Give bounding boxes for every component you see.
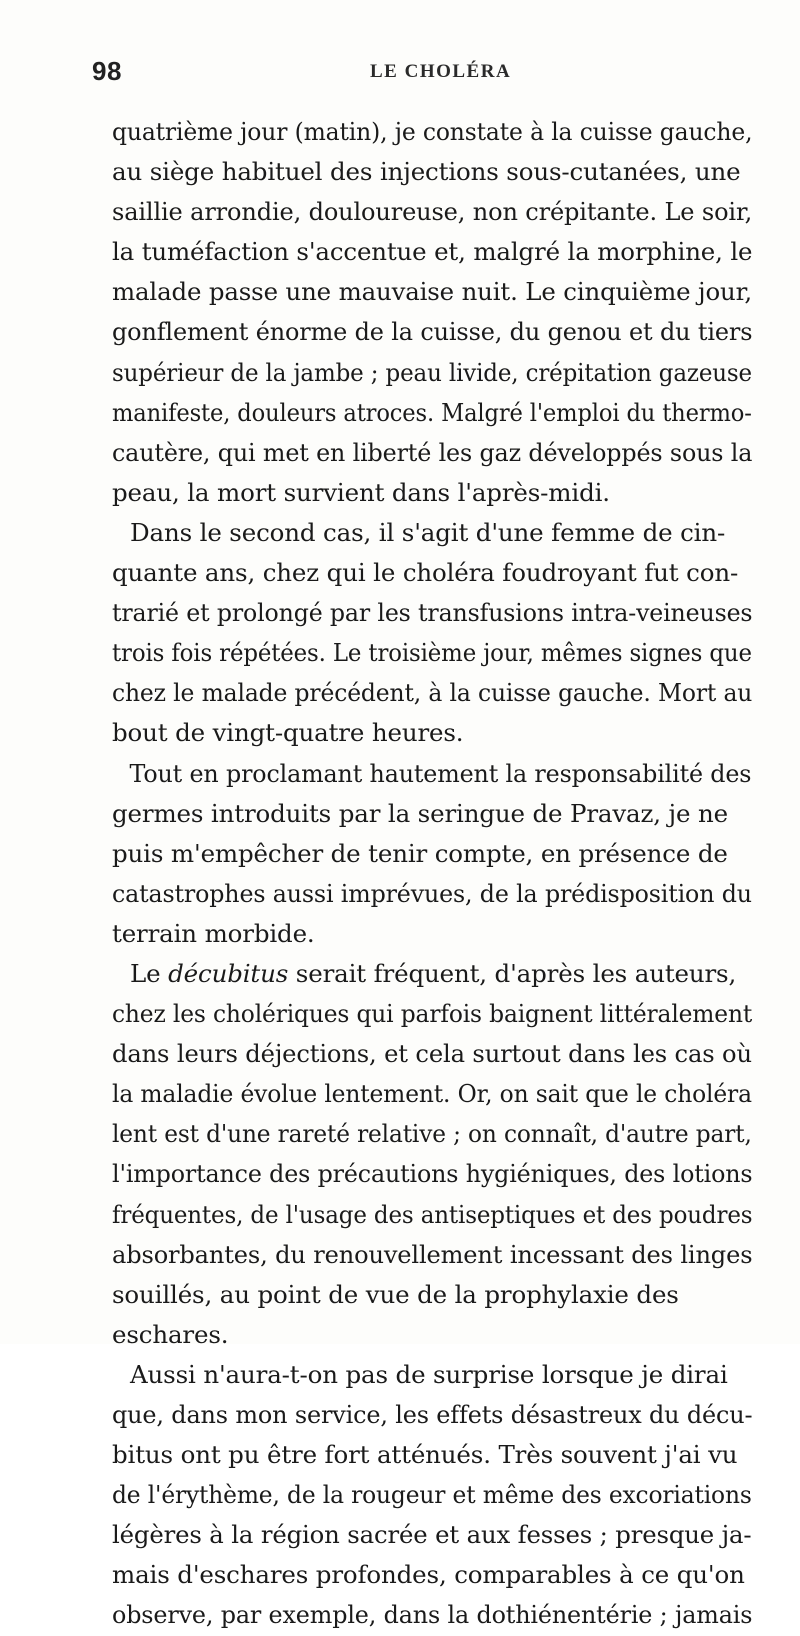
text-line: eschares. xyxy=(112,1319,229,1349)
text-line: la tuméfaction s'accentue et, malgré la morphine, le xyxy=(112,237,753,267)
running-title: LE CHOLÉRA xyxy=(370,61,512,82)
text-line: bout de vingt-quatre heures. xyxy=(112,718,464,748)
text-line: dans leurs déjections, et cela surtout dans les cas où xyxy=(112,1039,752,1069)
text-line: bitus ont pu être fort atténués. Très souvent j'ai vu xyxy=(112,1440,738,1470)
text-line: germes introduits par la seringue de Pravaz, je ne xyxy=(112,798,728,828)
text-line: observe, par exemple, dans la dothiénentérie ; jamais xyxy=(112,1600,753,1630)
text-line: catastrophes aussi imprévues, de la prédisposition du xyxy=(112,878,752,908)
body-text xyxy=(112,112,752,1636)
page-header xyxy=(0,56,800,96)
text-line: légères à la région sacrée et aux fesses ; presque ja- xyxy=(112,1520,752,1550)
text-line: de l'érythème, de la rougeur et même des excoriations xyxy=(112,1480,752,1510)
page-number: 98 xyxy=(92,56,122,86)
text-line: trarié et prolongé par les transfusions intra-veineuses xyxy=(112,598,753,628)
text-line: souillés, au point de vue de la prophylaxie des xyxy=(112,1279,679,1309)
text-line: lent est d'une rareté relative ; on connaît, d'autre part, xyxy=(112,1119,752,1149)
text-line: Aussi n'aura-t-on pas de surprise lorsque je dirai xyxy=(130,1359,728,1389)
text-line: la maladie évolue lentement. Or, on sait que le choléra xyxy=(112,1079,752,1109)
text-line: supérieur de la jambe ; peau livide, crépitation gazeuse xyxy=(112,357,753,387)
text-line: gonflement énorme de la cuisse, du genou et du tiers xyxy=(112,317,753,347)
text-line: absorbantes, du renouvellement incessant des linges xyxy=(112,1239,753,1269)
text-line: au siège habituel des injections sous-cutanées, une xyxy=(112,157,741,187)
text-line: cautère, qui met en liberté les gaz développés sous la xyxy=(112,437,753,467)
text-line: trois fois répétées. Le troisième jour, mêmes signes que xyxy=(112,638,752,668)
text-line: quatrième jour (matin), je constate à la cuisse gauche, xyxy=(112,117,753,146)
text-line: fréquentes, de l'usage des antiseptiques et des poudres xyxy=(112,1199,753,1229)
text-line: chez le malade précédent, à la cuisse gauche. Mort au xyxy=(112,678,753,708)
text-line: Le décubitus serait fréquent, d'après les auteurs, xyxy=(130,958,737,988)
text-line: saillie arrondie, douloureuse, non crépitante. Le soir, xyxy=(112,197,753,227)
text-line: Dans le second cas, il s'agit d'une femme de cin- xyxy=(130,517,726,547)
text-line: peau, la mort survient dans l'après-midi. xyxy=(112,477,610,507)
text-line: quante ans, chez qui le choléra foudroyant fut con- xyxy=(112,558,739,588)
text-line: terrain morbide. xyxy=(112,918,315,948)
italic-term: décubitus xyxy=(168,958,289,988)
text-line: puis m'empêcher de tenir compte, en présence de xyxy=(112,838,728,868)
text-line: malade passe une mauvaise nuit. Le cinquième jour, xyxy=(112,277,753,307)
text-line: Tout en proclamant hautement la responsabilité des xyxy=(129,758,752,788)
text-line: que, dans mon service, les effets désastreux du décu- xyxy=(112,1400,753,1429)
text-line: chez les cholériques qui parfois baignent littéralement xyxy=(112,999,753,1029)
text-line: l'importance des précautions hygiéniques, des lotions xyxy=(112,1159,753,1189)
text-line: mais d'eschares profondes, comparables à ce qu'on xyxy=(112,1560,745,1590)
text-line: manifeste, douleurs atroces. Malgré l'emploi du thermo- xyxy=(112,397,752,427)
